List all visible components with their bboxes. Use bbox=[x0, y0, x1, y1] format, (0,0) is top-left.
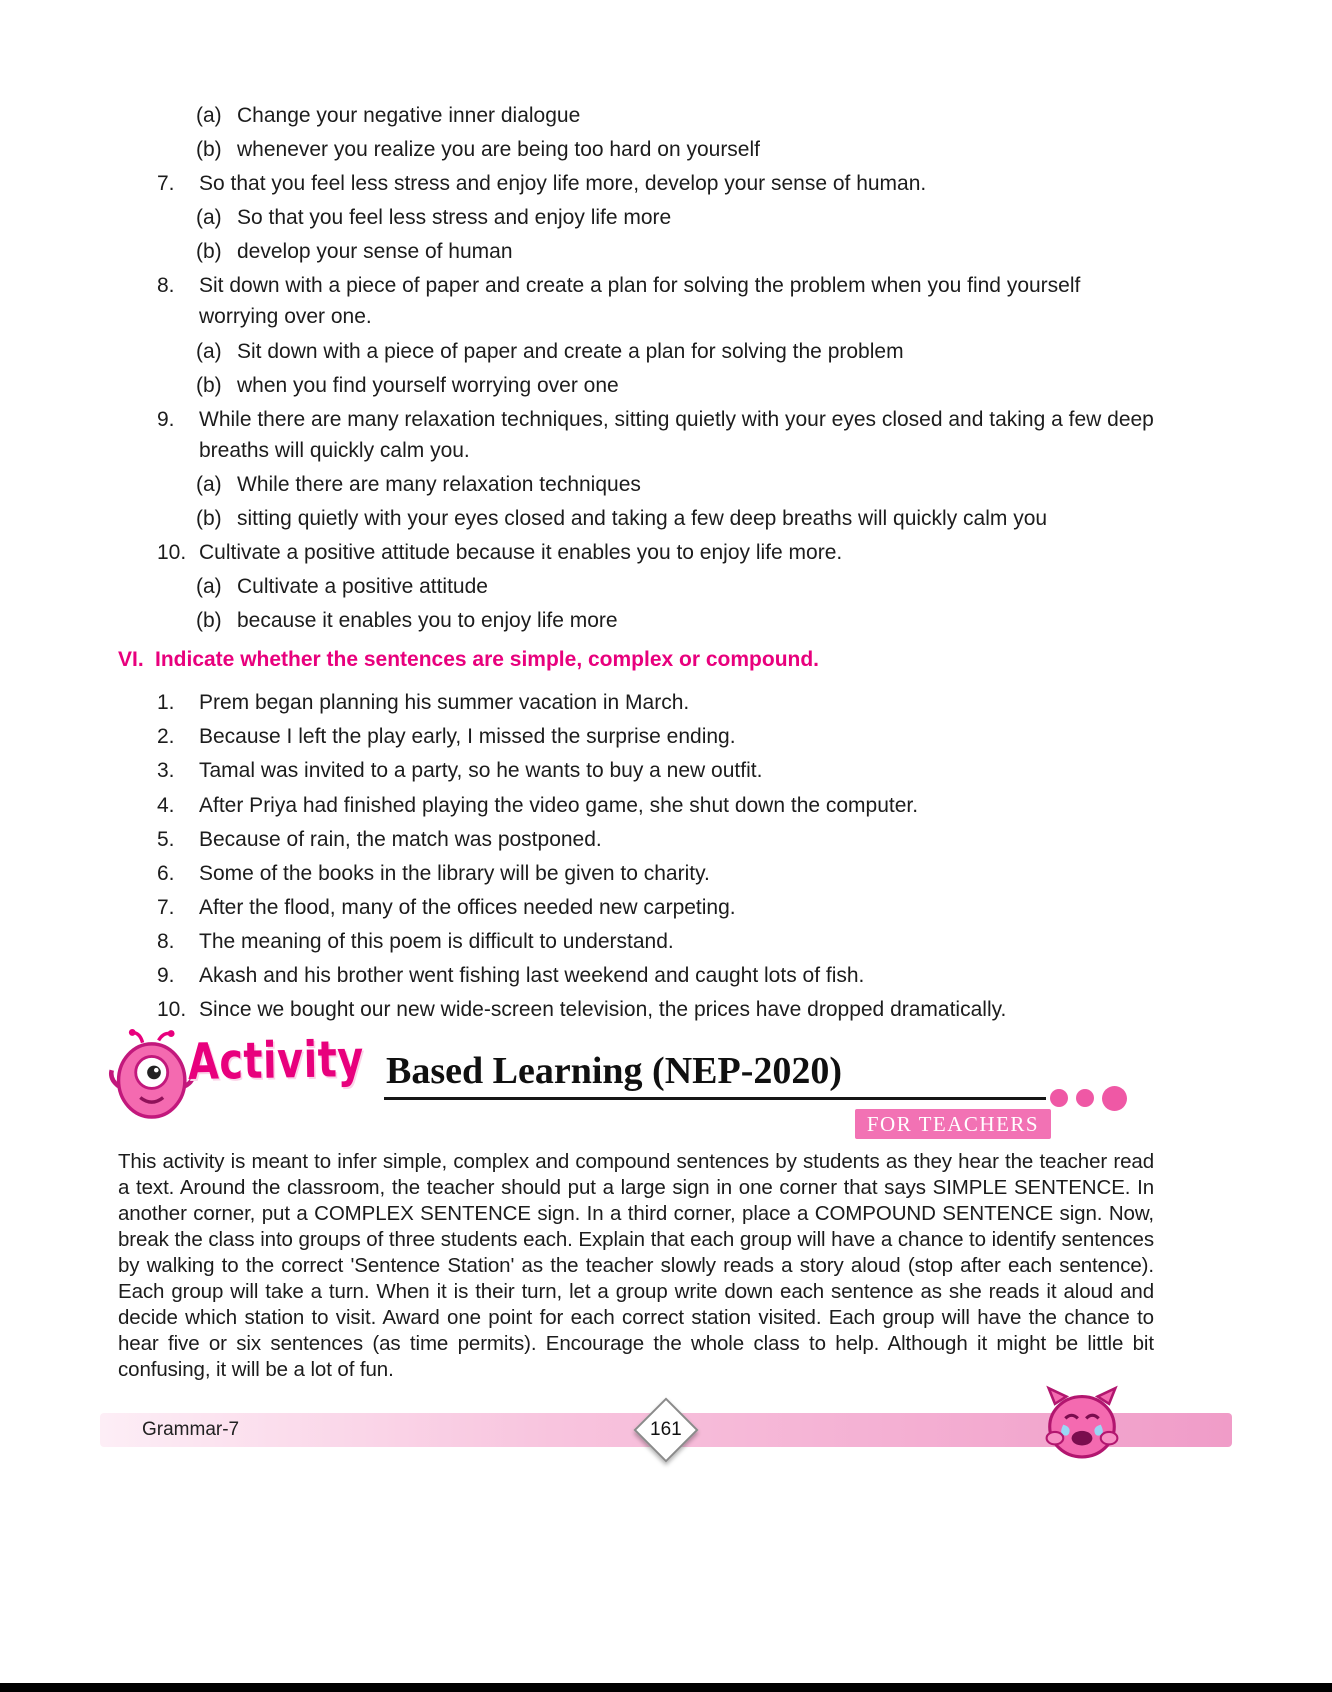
exercise-number: VI. bbox=[118, 648, 144, 672]
item-number: 7. bbox=[157, 172, 175, 196]
item-number: 10. bbox=[157, 998, 187, 1022]
item-text: Sit down with a piece of paper and create a plan for solving the problem when you find yourself worrying over one. bbox=[199, 274, 1081, 329]
sub-item bbox=[118, 336, 1154, 367]
item-text: Cultivate a positive attitude because it enables you to enjoy life more. bbox=[199, 541, 843, 565]
sub-item-text: because it enables you to enjoy life more bbox=[237, 609, 618, 633]
list-item-block bbox=[118, 168, 1154, 267]
item-number: 3. bbox=[157, 759, 175, 783]
exercise-vi-heading bbox=[118, 644, 1154, 675]
sub-item bbox=[118, 134, 1154, 165]
list-item bbox=[118, 721, 1154, 752]
item-number: 7. bbox=[157, 895, 175, 919]
decorative-dots-icon bbox=[1050, 1083, 1127, 1113]
list-item bbox=[118, 270, 1154, 332]
sub-item-text: So that you feel less stress and enjoy life more bbox=[237, 206, 672, 230]
item-text: So that you feel less stress and enjoy life more, develop your sense of human. bbox=[199, 172, 927, 196]
heading-underline bbox=[384, 1097, 1046, 1100]
sub-item-text: sitting quietly with your eyes closed and taking a few deep breaths will quickly calm you bbox=[237, 506, 1048, 530]
item-text: After the flood, many of the offices needed new carpeting. bbox=[199, 895, 736, 919]
sub-item bbox=[118, 571, 1154, 602]
list-item bbox=[118, 687, 1154, 718]
list-item bbox=[118, 790, 1154, 821]
page-number: 161 bbox=[650, 1418, 682, 1440]
item-text: Prem began planning his summer vacation in March. bbox=[199, 691, 690, 715]
sub-item-label: (b) bbox=[196, 240, 222, 264]
sub-item bbox=[118, 503, 1154, 534]
exercise-v-continued bbox=[118, 100, 1154, 636]
item-number: 6. bbox=[157, 861, 175, 885]
list-item bbox=[118, 824, 1154, 855]
one-eyed-monster-icon bbox=[108, 1029, 200, 1125]
sub-item-text: Cultivate a positive attitude bbox=[237, 575, 488, 599]
item-number: 10. bbox=[157, 541, 187, 565]
sub-item-label: (b) bbox=[196, 138, 222, 162]
sub-item bbox=[118, 469, 1154, 500]
sub-item-label: (a) bbox=[196, 206, 222, 230]
list-item bbox=[118, 537, 1154, 568]
activity-section bbox=[118, 1030, 1154, 1383]
page-number-badge bbox=[633, 1397, 698, 1462]
sub-item-label: (a) bbox=[196, 339, 222, 363]
for-teachers-badge: FOR TEACHERS bbox=[855, 1109, 1051, 1139]
sub-item-label: (b) bbox=[196, 609, 222, 633]
item-text: While there are many relaxation techniques, sitting quietly with your eyes closed and taking a few deep breaths will quickly calm you. bbox=[199, 407, 1154, 462]
sub-item-text: Change your negative inner dialogue bbox=[237, 104, 581, 127]
sub-item-text: Sit down with a piece of paper and create a plan for solving the problem bbox=[237, 339, 904, 363]
item-number: 2. bbox=[157, 725, 175, 749]
list-item-block bbox=[118, 537, 1154, 636]
item-number: 8. bbox=[157, 274, 175, 298]
list-item bbox=[118, 858, 1154, 889]
activity-header bbox=[118, 1030, 1154, 1141]
activity-description: This activity is meant to infer simple, complex and compound sentences by students as they hear the teacher read a text. Around the classroom, the teacher should put a large sign in one corner that says SIMPLE SENTENCE. In another corner, put a COMPLEX SENTENCE sign. In a third corner, place a COMPOUND SENTENCE sign. Now, break the class into groups of three students each. Explain that each group will have a chance to identify sentences by walking to the correct 'Sentence Station' as the teacher slowly reads a story aloud (stop after each sentence). Each group will take a turn. When it is their turn, let a group write down each sentence as she reads it aloud and decide which station to visit. Award one point for each correct station visited. Each group will have the chance to hear five or six sentences (as time permits). Encourage the whole class to help. Although it might be little bit confusing, it will be a lot of fun. bbox=[118, 1150, 1154, 1382]
list-item bbox=[118, 926, 1154, 957]
crying-monster-icon bbox=[1040, 1383, 1124, 1459]
sub-item bbox=[118, 236, 1154, 267]
item-number: 9. bbox=[157, 407, 175, 431]
page-content bbox=[118, 100, 1154, 1383]
sub-item bbox=[118, 605, 1154, 636]
sub-item-label: (a) bbox=[196, 104, 222, 127]
sub-item bbox=[118, 100, 1154, 131]
item-number: 4. bbox=[157, 793, 175, 817]
page-bottom-edge bbox=[0, 1683, 1332, 1692]
item-number: 5. bbox=[157, 827, 175, 851]
sub-item-text: While there are many relaxation techniques bbox=[237, 472, 641, 496]
list-item bbox=[118, 892, 1154, 923]
sub-item-text: develop your sense of human bbox=[237, 240, 513, 264]
activity-title: Based Learning (NEP-2020) bbox=[386, 1050, 842, 1093]
item-number: 8. bbox=[157, 929, 175, 953]
item-number: 9. bbox=[157, 963, 175, 987]
item-number: 1. bbox=[157, 691, 175, 715]
item-text: Some of the books in the library will be given to charity. bbox=[199, 861, 710, 885]
sub-item bbox=[118, 202, 1154, 233]
book-title: Grammar-7 bbox=[142, 1419, 240, 1440]
exercise-title: Indicate whether the sentences are simple, complex or compound. bbox=[155, 648, 820, 672]
item-text: Because I left the play early, I missed the surprise ending. bbox=[199, 725, 736, 749]
sub-item-label: (b) bbox=[196, 373, 222, 397]
sub-item-label: (b) bbox=[196, 506, 222, 530]
exercise-vi bbox=[118, 644, 1154, 1025]
page-footer bbox=[100, 1413, 1232, 1447]
sub-item-text: whenever you realize you are being too hard on yourself bbox=[237, 138, 760, 162]
item-text: The meaning of this poem is difficult to understand. bbox=[199, 929, 674, 953]
sub-item bbox=[118, 370, 1154, 401]
item-text: After Priya had finished playing the video game, she shut down the computer. bbox=[199, 793, 919, 817]
item-text: Since we bought our new wide-screen television, the prices have dropped dramatically. bbox=[199, 998, 1007, 1022]
list-item bbox=[118, 404, 1154, 466]
list-item bbox=[118, 755, 1154, 786]
list-item-block bbox=[118, 404, 1154, 534]
activity-title-decorative: Activity bbox=[187, 1030, 365, 1092]
item-text: Akash and his brother went fishing last weekend and caught lots of fish. bbox=[199, 963, 865, 987]
list-item bbox=[118, 994, 1154, 1025]
list-item bbox=[118, 960, 1154, 991]
sub-item-label: (a) bbox=[196, 575, 222, 599]
list-item-block bbox=[118, 270, 1154, 400]
list-item bbox=[118, 168, 1154, 199]
sub-item-text: when you find yourself worrying over one bbox=[237, 373, 619, 397]
item-text: Because of rain, the match was postponed. bbox=[199, 827, 602, 851]
item-text: Tamal was invited to a party, so he wants to buy a new outfit. bbox=[199, 759, 763, 783]
sub-item-label: (a) bbox=[196, 472, 222, 496]
